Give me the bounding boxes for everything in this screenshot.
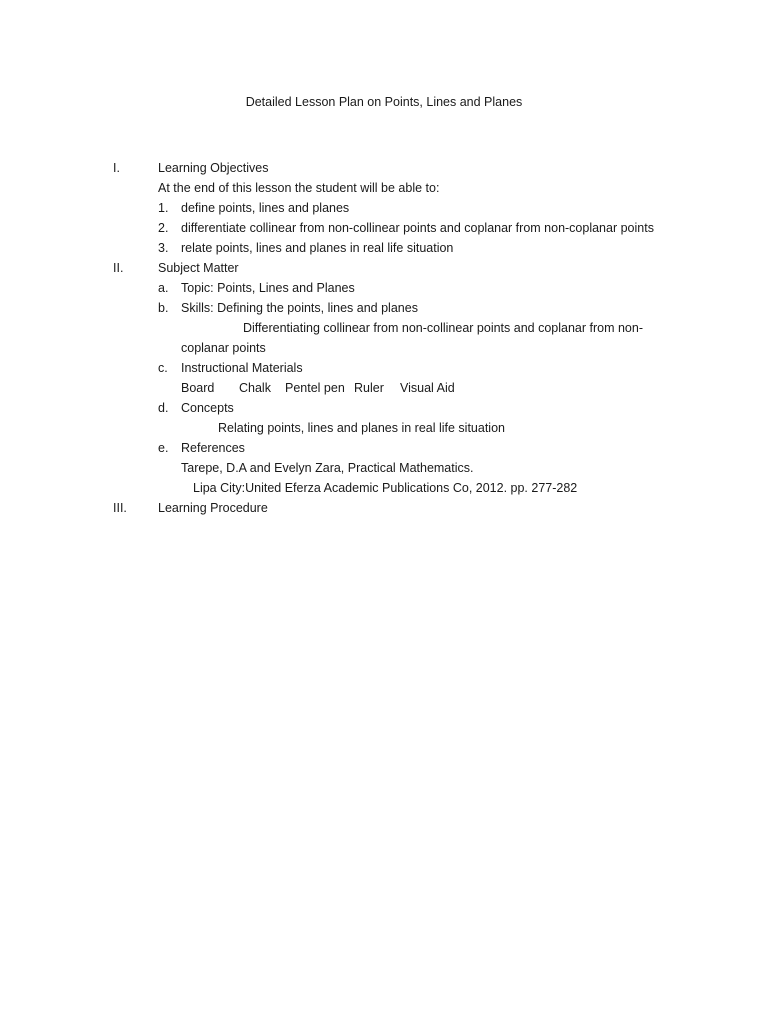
objective-marker-3: 3.	[158, 241, 169, 255]
references-text: References	[181, 441, 245, 455]
objective-marker-1: 1.	[158, 201, 169, 215]
skills-continuation: Differentiating collinear from non-collinear points and coplanar from non-	[243, 321, 643, 335]
section-numeral-1: I.	[113, 161, 120, 175]
section-heading-learning-procedure: Learning Procedure	[158, 501, 268, 515]
skills-text: Skills: Defining the points, lines and planes	[181, 301, 418, 315]
concepts-text: Concepts	[181, 401, 234, 415]
objective-marker-2: 2.	[158, 221, 169, 235]
material-board: Board	[181, 381, 215, 395]
material-chalk: Chalk	[239, 381, 271, 395]
material-visual-aid: Visual Aid	[400, 381, 455, 395]
reference-line-1: Tarepe, D.A and Evelyn Zara, Practical Mathematics.	[181, 461, 474, 475]
document-title: Detailed Lesson Plan on Points, Lines and Planes	[245, 95, 523, 109]
section-numeral-3: III.	[113, 501, 127, 515]
references-marker: e.	[158, 441, 169, 455]
topic-marker: a.	[158, 281, 169, 295]
section-heading-subject-matter: Subject Matter	[158, 261, 239, 275]
objective-text-1: define points, lines and planes	[181, 201, 350, 215]
materials-marker: c.	[158, 361, 168, 375]
objective-text-3: relate points, lines and planes in real life situation	[181, 241, 454, 255]
section-heading-objectives: Learning Objectives	[158, 161, 269, 175]
section-numeral-2: II.	[113, 261, 124, 275]
concepts-continuation: Relating points, lines and planes in real life situation	[218, 421, 505, 435]
objective-text-2: differentiate collinear from non-collinear points and coplanar from non-coplanar points	[181, 221, 654, 235]
skills-marker: b.	[158, 301, 169, 315]
reference-line-2: Lipa City:United Eferza Academic Publications Co, 2012. pp. 277-282	[193, 481, 578, 495]
concepts-marker: d.	[158, 401, 169, 415]
material-pentel-pen: Pentel pen	[285, 381, 345, 395]
topic-text: Topic: Points, Lines and Planes	[181, 281, 355, 295]
materials-text: Instructional Materials	[181, 361, 303, 375]
skills-continuation-wrap: coplanar points	[181, 341, 266, 355]
objectives-intro: At the end of this lesson the student will be able to:	[158, 181, 440, 195]
material-ruler: Ruler	[354, 381, 384, 395]
